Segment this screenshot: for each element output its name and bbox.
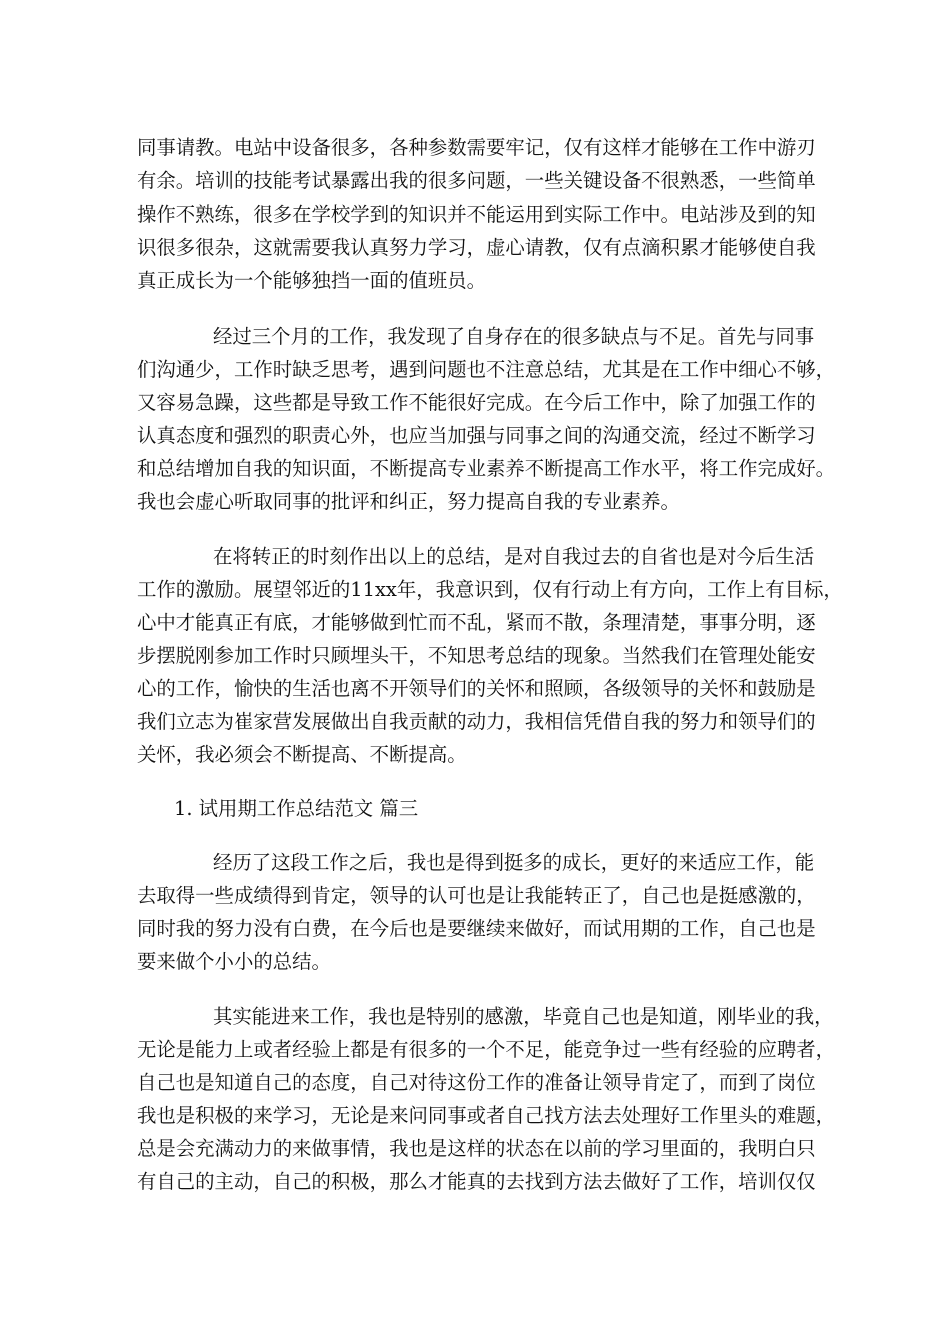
paragraph-5-line-3: 同时我的努力没有白费，在今后也是要继续来做好，而试用期的工作，自己也是 <box>137 917 816 940</box>
paragraph-1-line-1: 同事请教。电站中设备很多，各种参数需要牢记，仅有这样才能够在工作中游刃 <box>137 136 816 159</box>
paragraph-6-line-1: 其实能进来工作，我也是特别的感激，毕竟自己也是知道，刚毕业的我， <box>213 1005 834 1028</box>
paragraph-1-line-3: 操作不熟练，很多在学校学到的知识并不能运用到实际工作中。电站涉及到的知 <box>137 203 816 226</box>
paragraph-5-line-1: 经历了这段工作之后，我也是得到挺多的成长，更好的来适应工作，能 <box>213 851 815 874</box>
paragraph-3-line-7: 关怀，我必须会不断提高、不断提高。 <box>137 743 467 766</box>
paragraph-2-line-4: 认真态度和强烈的职责心外，也应当加强与同事之间的沟通交流，经过不断学习 <box>137 424 816 447</box>
paragraph-2-line-6: 我也会虚心听取同事的批评和纠正，努力提高自我的专业素养。 <box>137 490 680 513</box>
paragraph-1-line-4: 识很多很杂，这就需要我认真努力学习，虚心请教，仅有点滴积累才能够使自我 <box>137 236 816 259</box>
paragraph-6-line-2: 无论是能力上或者经验上都是有很多的一个不足，能竞争过一些有经验的应聘者， <box>137 1038 836 1061</box>
paragraph-3-line-4: 步摆脱刚参加工作时只顾埋头干，不知思考总结的现象。当然我们在管理处能安 <box>137 644 816 667</box>
paragraph-2-line-3: 又容易急躁，这些都是导致工作不能很好完成。在今后工作中，除了加强工作的 <box>137 391 816 414</box>
paragraph-6-line-3: 自己也是知道自己的态度，自己对待这份工作的准备让领导肯定了，而到了岗位 <box>137 1071 816 1094</box>
paragraph-5-line-2: 去取得一些成绩得到肯定，领导的认可也是让我能转正了，自己也是挺感激的， <box>137 884 816 907</box>
paragraph-2-line-1: 经过三个月的工作，我发现了自身存在的很多缺点与不足。首先与同事 <box>213 325 815 348</box>
paragraph-1-line-5: 真正成长为一个能够独挡一面的值班员。 <box>137 269 487 292</box>
paragraph-1-line-2: 有余。培训的技能考试暴露出我的很多问题，一些关键设备不很熟悉，一些简单 <box>137 169 816 192</box>
paragraph-3-line-6: 我们立志为崔家营发展做出自我贡献的动力，我相信凭借自我的努力和领导们的 <box>137 710 816 733</box>
paragraph-2-line-2: 们沟通少，工作时缺乏思考，遇到问题也不注意总结，尤其是在工作中细心不够， <box>137 358 836 381</box>
paragraph-6-line-4: 我也是积极的来学习，无论是来问同事或者自己找方法去处理好工作里头的难题， <box>137 1104 836 1127</box>
paragraph-5-line-4: 要来做个小小的总结。 <box>137 950 331 973</box>
paragraph-3-line-5: 心的工作，愉快的生活也离不开领导们的关怀和照顾，各级领导的关怀和鼓励是 <box>137 677 816 700</box>
paragraph-6-line-5: 总是会充满动力的来做事情，我也是这样的状态在以前的学习里面的，我明白只 <box>137 1137 816 1160</box>
paragraph-2-line-5: 和总结增加自我的知识面，不断提高专业素养不断提高工作水平，将工作完成好。 <box>137 457 836 480</box>
paragraph-6-line-6: 有自己的主动，自己的积极，那么才能真的去找到方法去做好了工作，培训仅仅 <box>137 1170 816 1193</box>
section-heading: 1. 试用期工作总结范文 篇三 <box>174 797 419 820</box>
paragraph-3-line-2: 工作的激励。展望邻近的11xx年，我意识到，仅有行动上有方向，工作上有目标， <box>137 578 843 601</box>
paragraph-3-line-1: 在将转正的时刻作出以上的总结，是对自我过去的自省也是对今后生活 <box>213 545 815 568</box>
paragraph-3-line-3: 心中才能真正有底，才能够做到忙而不乱，紧而不散，条理清楚，事事分明，逐 <box>137 611 816 634</box>
